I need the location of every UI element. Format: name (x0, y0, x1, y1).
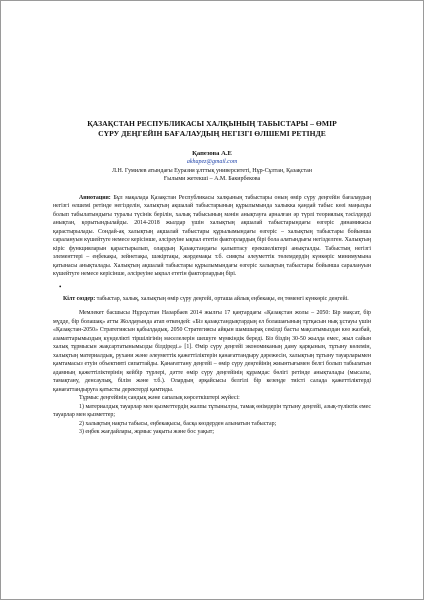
keywords (53, 295, 371, 304)
body-paragraph-2: Тұрмыс деңгейінің сандық және сапалық көрсеткіштері жүйесі: (79, 395, 240, 401)
abstract (53, 194, 371, 279)
keywords-label: Кілт сөздер: (63, 295, 96, 302)
bullet-mark: • (59, 282, 62, 291)
keywords-text: табыстар, халық, халықтың өмір сүру деңгейі, орташа айлық еңбекақы, ең төменгі күнкөріс деңгейі. (95, 295, 349, 302)
article-title (53, 119, 371, 139)
article-title-line-2: СҮРУ ДЕҢГЕЙІН БАҒАЛАУДЫҢ НЕГІЗГІ ӨЛШЕМІ РЕТІНДЕ (98, 129, 326, 138)
list-item-3: 3) еңбек жағдайлары, жұмыс уақыты және бос уақыт; (79, 429, 214, 435)
abstract-text: Бұл мақалада Қазақстан Республикасы халқының табыстары оның өмір сүру деңгейін бағалаудың негізгі өлшемі ретінде негізделін, халықтың ақшалай табыстарының құрылымында халыкка қандай табыс көзі маңызды болып табылатындығы туралы түсінік берілін, халық табысының мәнін анықтауға арналған әр түрлі теориялық тәсілдерді анықтан, қорытындылайды. 2014-2018 жылдар үшін халықтың ақшалай табыстарындағы өзгеріс динамикасы қарастырылады. Сондай-ақ халықтың ақшалай табыстары құрылымындағы өзгеріс – халықтың табыстары бойынша саралануын күшейтуге немесе керісінше, әлсіреуіне ықпал ететін факторлардың бірі бола алатындығы негізделген. Халықтың кіріс функцияларын қарастырылып, олардың Қазақстандағы қалыптасу ерекшеліктері анықталды. Табыстың негізгі элементтері – еңбекақы, зейнетақы, шәкіртақы, жәрдемақы т.б. сияқты әлеуметтік төлемдердің күнкөріс минимумына қатынасы анықталады. Халықтың ақшалай табыстары құрылымындағы өзгеріс халықтың табыстары бойынша саралануын күшейтуге немесе керісінше, әлсіреуіне ықпал ететін факторлардың бірі. (53, 194, 371, 277)
author-name: Қапезова А.Е (192, 150, 232, 157)
list-item-1: 1) материалдық тауарлар мен қызметтердің жалпы тұтынылуы, тамақ өнімдерін тұтыну деңгейі, азық-түліктік емес тауарлар мен қызметтер; (53, 403, 371, 418)
abstract-label: Аннотация: (79, 194, 111, 201)
list-item-2: 2) халықтың нақты табысы, еңбекақысы, басқа көздерден алынатын табыстар; (79, 420, 277, 427)
article-title-line-1: ҚАЗАҚСТАН РЕСПУБЛИКАСЫ ХАЛҚЫНЫҢ ТАБЫСТАРЫ – ӨМІР (87, 119, 337, 128)
body-paragraph-1: Мемлекет басшысы Нұрсұлтан Назарбаев 2014 жылғы 17 қаңтардағы «Қазақстан жолы – 2050: Бір мақсат, бір мүдде, бір болашақ» атты Жолдауында атап өткендей: «Біз қазақстандықтардың ел болашағының тұтқасын нық ұстауы үшін «Қазақстан-2050» Стратегиясын қабылдадық. 2050 Стратегиясы айқын шамшырақ секілді басты мақсатымыздан көз жазбай, азаматтарымыздың күнделікті тіршілігінің мәселелерін шешуге мүмкіндік береді. Біз біздің 30-50 жылда емес, жыл сайын халық тұрмысын жақсартатынымызды білдіреді.» [1]. Өмір сүру деңгейі экономиканың даму қарқынын, тұтыну көлемін, халықтың материалдық, рухани және әлеуметтік қажеттіліктерін қанағаттандыру дәрежесін, халықтың тұтыну тауарларымен қамтамасыз етуін объективті сипаттайды. Қанағаттану деңгейі – өмір сүру деңгейінің жиынтығымен белгі болып табылатын адамның қажеттіліктерінің кейбір түрлері, дәтте өмір сүру деңгейінің құрамдас бөлігі ретінде анықталады (мысалы, тамақтану, денсаулық, білім және т.б.). Олардың әрқайсысы белгілі бір кезеңде тиісті салада қажеттіліктерді қанағаттандыруға қатысты деректерді қамтиды. (53, 310, 371, 393)
scientific-supervisor: Ғылыми жетекші – А.М. Бакирбекова (163, 176, 261, 182)
author-affiliation: Л.Н. Гумилев атындағы Еуразия ұлттық университеті, Нұр-Сұлтан, Қазақстан (111, 167, 313, 174)
author-email[interactable]: akhapez@gmail.com (186, 159, 238, 165)
